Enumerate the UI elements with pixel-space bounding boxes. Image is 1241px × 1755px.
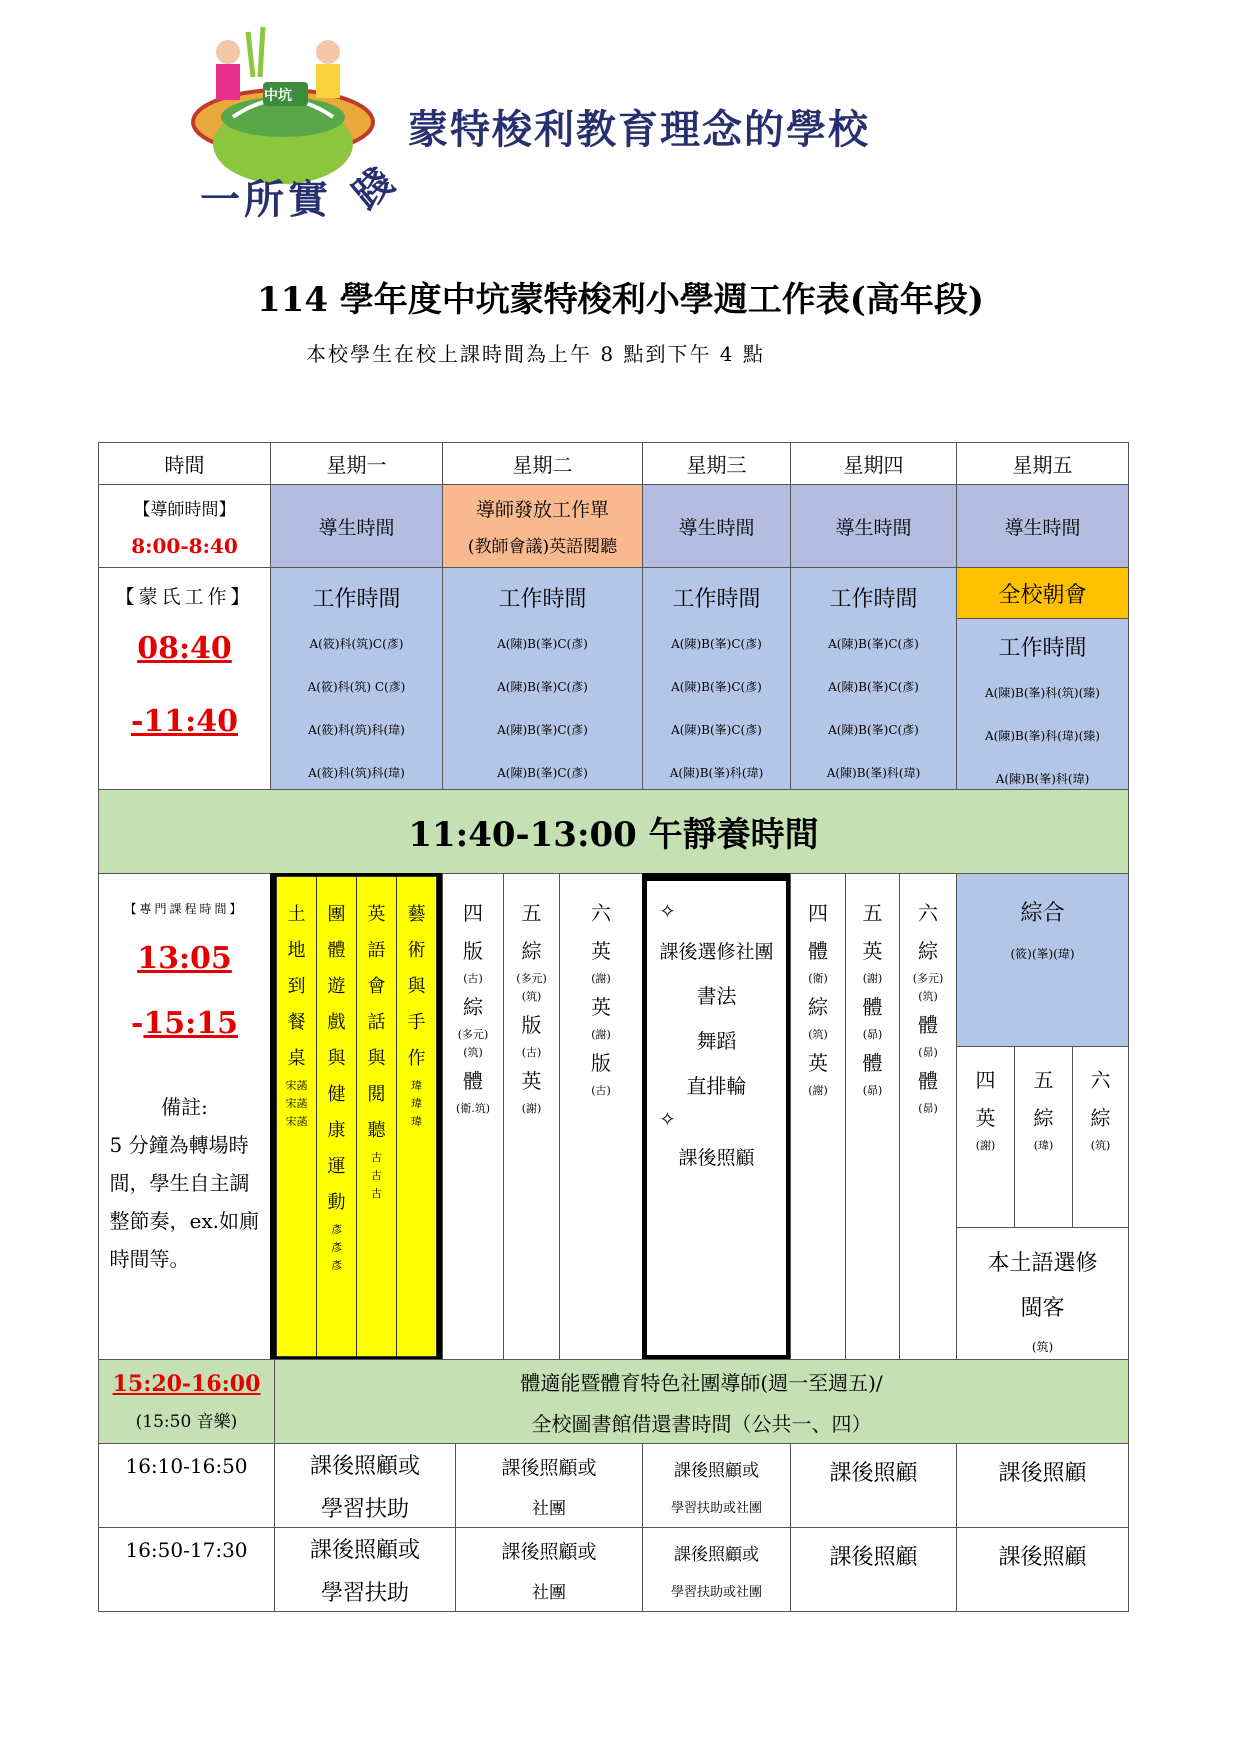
header-wed: 星期三	[642, 442, 791, 485]
mon-course-teacher: 瑋	[411, 1097, 422, 1110]
fri-integrated-teachers: (筱)(峯)(瑋)	[1010, 947, 1075, 961]
tue-course-teacher: (謝)	[591, 972, 611, 985]
mon-course-teacher: 古	[371, 1169, 382, 1182]
afternoon-start: 13:05	[137, 941, 232, 976]
tue-course-teacher: (古)	[591, 1084, 611, 1097]
mon-course-column	[316, 876, 357, 1357]
montessori-tue-1: A(陳)B(峯)C(彥)	[497, 680, 588, 694]
mon-course-char: 會	[367, 976, 386, 997]
mon-course-char: 英	[367, 904, 386, 925]
montessori-label-cell	[98, 567, 271, 790]
montessori-end: -11:40	[130, 704, 239, 739]
mon-course-teacher: 古	[371, 1187, 382, 1200]
pe-time-cell	[98, 1359, 275, 1444]
mon-course-char: 戲	[327, 1012, 346, 1033]
mon-course-teacher: 瑋	[411, 1115, 422, 1128]
mon-course-char: 語	[367, 940, 386, 961]
mon-course-char: 到	[287, 976, 306, 997]
after-fri: 課後照顧	[956, 1527, 1129, 1612]
homeroom-tue-cell	[442, 484, 643, 568]
mon-course-char: 體	[327, 940, 346, 961]
header-mon: 星期一	[270, 442, 443, 485]
homeroom-time: 8:00-8:40	[131, 533, 238, 558]
after-mon-line1: 課後照顧或	[309, 1537, 420, 1563]
header-tue: 星期二	[442, 442, 643, 485]
tue-course-char: 六	[591, 901, 611, 925]
montessori-start: 08:40	[137, 631, 232, 666]
montessori-thu-3: A(陳)B(峯)科(瑋)	[826, 766, 921, 780]
tue-course-char: 四	[463, 901, 483, 925]
mon-course-char: 作	[407, 1048, 426, 1069]
after-wed-line2: 學習扶助或社團	[670, 1500, 762, 1516]
thu-course-char: 體	[918, 1069, 938, 1093]
fri-course-teacher: (瑋)	[1033, 1139, 1054, 1152]
mon-course-char: 閱	[367, 1084, 386, 1105]
lunch-break: 11:40-13:00 午靜養時間	[98, 789, 1129, 874]
pe-music: (15:50 音樂)	[135, 1412, 238, 1432]
tue-course-teacher: (古)	[521, 1046, 542, 1059]
after-mon	[274, 1443, 456, 1528]
tue-course-char: 版	[521, 1013, 542, 1037]
thu-course-teacher: (衛)	[808, 972, 828, 985]
mon-course-column	[276, 876, 317, 1357]
tue-course-teacher: (衛.筑)	[455, 1102, 491, 1115]
work-time-mon: 工作時間	[312, 587, 401, 612]
fri-course-column	[1014, 1046, 1073, 1228]
thu-course-char: 五	[862, 901, 883, 925]
tue-course-note: (多元)	[457, 1028, 489, 1041]
thu-course-char: 英	[808, 1051, 828, 1075]
montessori-wed-1: A(陳)B(峯)C(彥)	[671, 680, 762, 694]
school-slogan: 蒙特梭利教育理念的學校	[408, 106, 870, 153]
thu-course-teacher: (謝)	[862, 972, 883, 985]
thu-course-teacher: (昴)	[918, 1046, 938, 1059]
montessori-thu-0: A(陳)B(峯)C(彥)	[828, 637, 919, 651]
fri-lang-teacher: (筑)	[1031, 1340, 1054, 1354]
thu-course-char: 英	[862, 939, 883, 963]
pe-line1: 體適能暨體育特色社團導師(週一至週五)/	[520, 1370, 883, 1395]
mon-course-char: 術	[407, 940, 426, 961]
header-thu: 星期四	[790, 442, 957, 485]
fri-course-teacher: (謝)	[975, 1139, 996, 1152]
fri-lang-name: 閩客	[1020, 1296, 1065, 1321]
thu-course-teacher: (昴)	[862, 1028, 883, 1041]
note-title: 備註:	[161, 1095, 208, 1119]
fri-course-subject: 綜	[1090, 1106, 1111, 1130]
thu-course-char: 體	[808, 939, 828, 963]
wed-club-2: 直排輪	[686, 1074, 747, 1098]
thu-course-char: 綜	[918, 939, 938, 963]
afternoon-end-row	[131, 1006, 238, 1041]
mon-course-char: 與	[327, 1048, 346, 1069]
tue-course-char: 體	[463, 1069, 483, 1093]
montessori-mon-0: A(筱)科(筑)C(彥)	[309, 637, 404, 651]
tue-course-char: 綜	[463, 995, 483, 1019]
mon-course-column	[356, 876, 397, 1357]
afternoon-label: 【專門課程時間】	[124, 902, 245, 916]
montessori-thu-1: A(陳)B(峯)C(彥)	[828, 680, 919, 694]
homeroom-thu: 導生時間	[790, 484, 957, 568]
after-fri: 課後照顧	[956, 1443, 1129, 1528]
montessori-label: 【蒙氏工作】	[115, 586, 254, 608]
mon-course-char: 與	[407, 976, 426, 997]
montessori-wed-2: A(陳)B(峯)C(彥)	[671, 723, 762, 737]
after-tue-line1: 課後照顧或	[501, 1540, 597, 1563]
homeroom-label-cell	[98, 484, 271, 568]
montessori-mon-1: A(筱)科(筑) C(彥)	[307, 680, 406, 694]
montessori-tue	[442, 567, 643, 790]
thu-course-char: 四	[808, 901, 828, 925]
montessori-tue-3: A(陳)B(峯)C(彥)	[497, 766, 588, 780]
after-wed	[642, 1527, 791, 1612]
tue-course-teacher: (謝)	[591, 1028, 611, 1041]
mon-course-char: 話	[367, 1012, 386, 1033]
afternoon-end: 15:15	[143, 1006, 239, 1041]
thu-course-teacher: (昴)	[862, 1084, 883, 1097]
montessori-fri-0: A(陳)B(峯)科(筑)(臻)	[985, 686, 1100, 700]
mon-course-char: 動	[327, 1192, 346, 1213]
fri-integrated-title: 綜合	[1020, 901, 1065, 926]
montessori-tue-0: A(陳)B(峯)C(彥)	[497, 637, 588, 651]
mon-course-char: 團	[327, 904, 346, 925]
school-slogan-prefix: 一所實	[200, 176, 332, 223]
work-time-fri: 工作時間	[998, 636, 1087, 661]
homeroom-mon: 導生時間	[270, 484, 443, 568]
school-slogan-mid: 踐	[343, 158, 402, 218]
thu-course-char: 體	[862, 1051, 883, 1075]
montessori-fri-2: A(陳)B(峯)科(瑋)	[995, 772, 1090, 786]
thu-course-column	[899, 873, 957, 1360]
mon-course-char: 桌	[287, 1048, 306, 1069]
wed-star-icon-2: ✧	[659, 1107, 676, 1131]
fri-integrated	[956, 873, 1129, 1047]
after-tue	[455, 1443, 643, 1528]
assembly: 全校朝會	[956, 567, 1129, 619]
montessori-wed	[642, 567, 791, 790]
after-mon-line1: 課後照顧或	[309, 1453, 420, 1479]
page-title: 114 學年度中坑蒙特梭利小學週工作表(高年段)	[257, 280, 984, 320]
thu-course-note: (多元)	[912, 972, 944, 985]
mon-course-char: 遊	[327, 976, 346, 997]
tue-course-teacher: (筑)	[463, 1046, 483, 1059]
montessori-fri	[956, 618, 1129, 790]
after-tue-line1: 課後照顧或	[501, 1456, 597, 1479]
homeroom-tue-line2: (教師會議)英語閱聽	[467, 537, 618, 557]
montessori-mon-2: A(筱)科(筑)科(瑋)	[308, 723, 405, 737]
fri-course-subject: 英	[975, 1106, 996, 1130]
fri-course-column	[956, 1046, 1015, 1228]
afternoon-end-prefix: -	[130, 1006, 144, 1041]
thu-course-char: 體	[918, 1013, 938, 1037]
wed-afternoon	[642, 873, 791, 1360]
tue-course-column	[442, 873, 504, 1360]
thu-course-teacher: (昴)	[918, 1102, 938, 1115]
fri-course-grade: 四	[975, 1068, 996, 1092]
pe-line2: 全校圖書館借還書時間（公共一、四）	[531, 1411, 872, 1436]
mon-course-char: 聽	[367, 1120, 386, 1141]
montessori-tue-2: A(陳)B(峯)C(彥)	[497, 723, 588, 737]
tue-course-char: 英	[591, 939, 611, 963]
mon-course-teacher: 彥	[331, 1259, 342, 1272]
logo-label: 中坑	[264, 88, 292, 104]
mon-course-char: 地	[287, 940, 306, 961]
thu-course-teacher: (筑)	[808, 1028, 828, 1041]
mon-course-teacher: 彥	[331, 1241, 342, 1254]
montessori-thu	[790, 567, 957, 790]
thu-course-column	[790, 873, 846, 1360]
fri-course-subject: 綜	[1033, 1106, 1054, 1130]
mon-course-char: 與	[367, 1048, 386, 1069]
fri-lang-title: 本土語選修	[987, 1251, 1098, 1276]
montessori-fri-1: A(陳)B(峯)科(瑋)(臻)	[985, 729, 1100, 743]
wed-care: 課後照顧	[678, 1147, 755, 1169]
montessori-mon	[270, 567, 443, 790]
thu-course-char: 體	[862, 995, 883, 1019]
thu-course-teacher: (筑)	[918, 990, 938, 1003]
work-time-tue: 工作時間	[498, 587, 587, 612]
montessori-mon-3: A(筱)科(筑)科(瑋)	[308, 766, 405, 780]
fri-local-language	[956, 1227, 1129, 1360]
after-mon	[274, 1527, 456, 1612]
tue-course-char: 版	[463, 939, 483, 963]
homeroom-tue-line1: 導師發放工作單	[475, 499, 609, 521]
tue-course-char: 綜	[521, 939, 542, 963]
work-time-thu: 工作時間	[829, 587, 918, 612]
wed-club-0: 書法	[696, 984, 737, 1008]
mon-course-char: 藝	[407, 904, 426, 925]
after-mon-line2: 學習扶助	[320, 1496, 409, 1522]
montessori-wed-3: A(陳)B(峯)科(瑋)	[669, 766, 764, 780]
fri-course-grade: 五	[1033, 1068, 1054, 1092]
tue-course-teacher: (古)	[463, 972, 483, 985]
after-thu: 課後照顧	[790, 1527, 957, 1612]
mon-course-char: 康	[327, 1120, 346, 1141]
fri-course-teacher: (筑)	[1090, 1139, 1111, 1152]
mon-course-char: 健	[327, 1084, 346, 1105]
tue-course-note: (多元)	[516, 972, 547, 985]
after-wed-line1: 課後照顧或	[674, 1460, 759, 1481]
montessori-wed-0: A(陳)B(峯)C(彥)	[671, 637, 762, 651]
pe-activity-cell	[274, 1359, 1129, 1444]
tue-course-teacher: (謝)	[521, 1102, 542, 1115]
after-tue	[455, 1527, 643, 1612]
homeroom-fri: 導生時間	[956, 484, 1129, 568]
mon-course-teacher: 瑋	[411, 1079, 422, 1092]
after-time: 16:50-17:30	[98, 1527, 275, 1612]
wed-club-1: 舞蹈	[696, 1029, 737, 1053]
header-fri: 星期五	[956, 442, 1129, 485]
page-subtitle: 本校學生在校上課時間為上午 8 點到下午 4 點	[306, 342, 765, 366]
after-tue-line2: 社團	[532, 1498, 566, 1519]
montessori-thu-2: A(陳)B(峯)C(彥)	[828, 723, 919, 737]
pe-time: 15:20-16:00	[112, 1371, 261, 1397]
mon-course-teacher: 古	[371, 1151, 382, 1164]
work-time-wed: 工作時間	[672, 587, 761, 612]
mon-course-char: 餐	[287, 1012, 306, 1033]
note-body: 5 分鐘為轉場時間，學生自主調整節奏，ex.如廁時間等。	[109, 1133, 259, 1271]
after-mon-line2: 學習扶助	[320, 1580, 409, 1606]
homeroom-label: 【導師時間】	[133, 499, 236, 520]
tue-course-char: 英	[591, 995, 611, 1019]
after-wed-line1: 課後照顧或	[674, 1544, 759, 1565]
after-time: 16:10-16:50	[98, 1443, 275, 1528]
tue-course-column	[559, 873, 643, 1360]
mon-course-teacher: 宋菡	[285, 1079, 308, 1092]
mon-course-char: 手	[407, 1012, 426, 1033]
after-tue-line2: 社團	[532, 1582, 566, 1603]
header-time: 時間	[98, 442, 271, 485]
tue-course-char: 五	[521, 901, 542, 925]
mon-course-char: 運	[327, 1156, 346, 1177]
mon-course-teacher: 宋菡	[285, 1097, 308, 1110]
fri-course-grade: 六	[1090, 1068, 1111, 1092]
thu-course-char: 六	[918, 901, 938, 925]
thu-course-char: 綜	[808, 995, 828, 1019]
thu-course-column	[845, 873, 900, 1360]
tue-course-char: 英	[521, 1069, 542, 1093]
wed-star-icon: ✧	[659, 899, 676, 923]
wed-club-title: 課後選修社團	[659, 941, 774, 963]
tue-course-teacher: (筑)	[521, 990, 542, 1003]
mon-course-column	[396, 876, 437, 1357]
tue-course-char: 版	[591, 1051, 611, 1075]
thu-course-teacher: (謝)	[808, 1084, 828, 1097]
mon-course-teacher: 彥	[331, 1223, 342, 1236]
mon-course-teacher: 宋菡	[285, 1115, 308, 1128]
homeroom-wed: 導生時間	[642, 484, 791, 568]
after-thu: 課後照顧	[790, 1443, 957, 1528]
tue-course-column	[503, 873, 560, 1360]
mon-course-char: 土	[287, 904, 306, 925]
afternoon-label-cell	[98, 873, 271, 1360]
after-wed-line2: 學習扶助或社團	[670, 1584, 762, 1600]
fri-course-column	[1072, 1046, 1129, 1228]
after-wed	[642, 1443, 791, 1528]
